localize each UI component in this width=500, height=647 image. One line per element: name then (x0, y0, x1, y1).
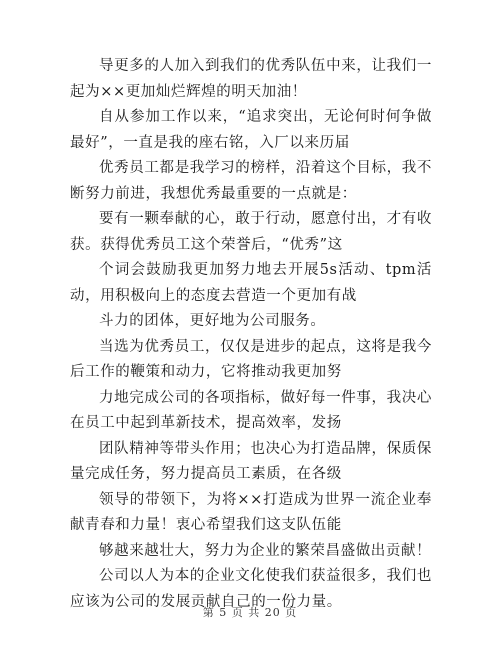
paragraph: 公司以人为本的企业文化使我们获益很多，我们也应该为公司的发展贡献自己的一份力量。 (70, 568, 432, 610)
paragraph: 力地完成公司的各项指标，做好每一件事，我决心在员工中起到革新技术，提高效率，发扬 (70, 389, 432, 431)
page-number-footer: 第 5 页 共 20 页 (202, 606, 298, 619)
paragraph: 斗力的团体，更好地为公司服务。 (99, 313, 326, 329)
paragraph: 优秀员工都是我学习的榜样，沿着这个目标，我不断努力前进，我想优秀最重要的一点就是： (70, 160, 432, 202)
paragraph: 导更多的人加入到我们的优秀队伍中来，让我们一起为××更加灿烂辉煌的明天加油！ (70, 58, 432, 100)
document-body (70, 54, 432, 615)
paragraph: 领导的带领下，为将××打造成为世界一流企业奉献青春和力量！衷心希望我们这支队伍能 (70, 491, 432, 533)
paragraph: 够越来越壮大，努力为企业的繁荣昌盛做出贡献！ (99, 542, 432, 559)
paragraph: 要有一颗奉献的心，敢于行动，愿意付出，才有收获。获得优秀员工这个荣誉后，“优秀”这 (70, 211, 432, 253)
paragraph: 团队精神等带头作用；也决心为打造品牌，保质保量完成任务，努力提高员工素质，在各级 (70, 440, 432, 482)
paragraph: 个词会鼓励我更加努力地去开展5s活动、tpm活动，用积极向上的态度去营造一个更加有战 (70, 262, 432, 304)
paragraph: 当选为优秀员工，仅仅是进步的起点，这将是我今后工作的鞭策和动力，它将推动我更加努 (70, 338, 432, 380)
paragraph: 自从参加工作以来，“追求突出，无论何时何争做最好”，一直是我的座右铭，入厂以来历届 (70, 109, 432, 151)
